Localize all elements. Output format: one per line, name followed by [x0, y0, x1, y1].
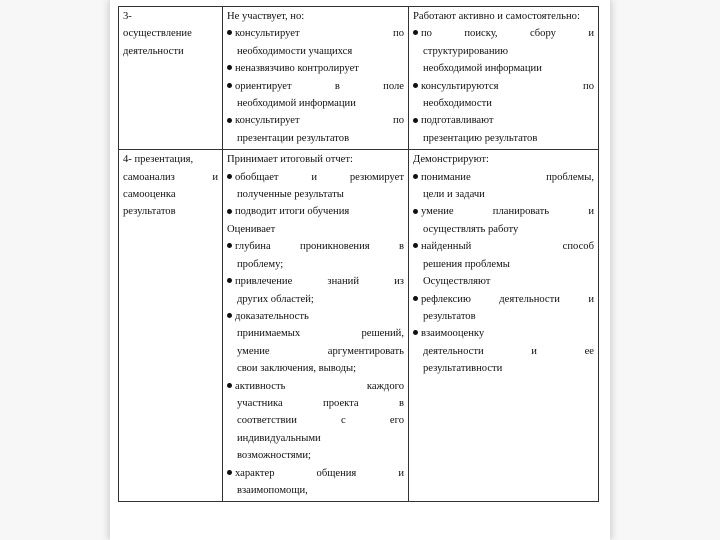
list-item-cont: презентацию результатов [423, 132, 538, 144]
list-item-cont: индивидуальными [237, 432, 321, 444]
list-item: взаимооценку [413, 325, 594, 342]
bullet-icon [227, 383, 232, 388]
list-item-cont: результативности [423, 363, 503, 375]
bullet-icon [413, 83, 418, 88]
student-intro: Осуществляют [423, 276, 491, 288]
bullet-icon [227, 65, 232, 70]
stage-cell [119, 150, 223, 502]
list-item: ориентирует в поле [227, 78, 404, 95]
stage-text: самооценка [123, 189, 176, 201]
list-item: подводит итоги обучения [227, 203, 404, 220]
list-item-cont: соответствии с его [237, 415, 404, 427]
list-item: характер общения и [227, 465, 404, 482]
stage-text: самоанализ и [123, 171, 218, 183]
list-item-cont: результатов [423, 310, 476, 322]
bullet-icon [413, 118, 418, 123]
student-intro: Работают активно и самостоятельно: [413, 11, 580, 22]
bullet-icon [227, 313, 232, 318]
student-cell [409, 150, 599, 502]
list-item-cont: полученные результаты [237, 189, 344, 201]
list-item: подготавливают [413, 112, 594, 129]
list-item-cont: структурированию [423, 45, 509, 57]
teacher-intro: Оценивает [227, 223, 276, 235]
bullet-icon [227, 30, 232, 35]
list-item-cont: необходимой информации [423, 63, 542, 75]
stage-text: деятельности [123, 45, 184, 57]
list-item-cont: взаимопомощи, [237, 484, 308, 496]
list-item: найденный способ [413, 238, 594, 255]
list-item-cont: необходимости учащихся [237, 45, 353, 57]
list-item-cont: деятельности и ее [423, 345, 594, 357]
list-item: обобщает и резюмирует [227, 169, 404, 186]
bullet-icon [227, 470, 232, 475]
list-item: глубина проникновения в [227, 238, 404, 255]
list-item-cont: презентации результатов [237, 132, 350, 144]
stage-text: 3- [123, 11, 132, 22]
list-item: по поиску, сбору и [413, 25, 594, 42]
table-row-stage-4 [119, 150, 599, 502]
bullet-icon [413, 330, 418, 335]
student-cell [409, 7, 599, 150]
list-item-cont: осуществлять работу [423, 223, 519, 235]
bullet-icon [413, 30, 418, 35]
student-intro: Демонстрируют: [413, 154, 489, 166]
list-item-cont: свои заключения, выводы; [237, 363, 357, 375]
bullet-icon [227, 278, 232, 283]
bullet-icon [227, 243, 232, 248]
list-item: привлечение знаний из [227, 273, 404, 290]
list-item-cont: умение аргументировать [237, 345, 404, 357]
bullet-icon [413, 243, 418, 248]
list-item: доказательность [227, 308, 404, 325]
teacher-intro: Принимает итоговый отчет: [227, 154, 353, 166]
bullet-icon [227, 118, 232, 123]
list-item-cont: участника проекта в [237, 397, 404, 409]
teacher-intro: Не участвует, но: [227, 11, 305, 22]
stage-text: осуществление [123, 28, 192, 40]
stage-text: результатов [123, 206, 176, 218]
stage-text: 4- презентация, [123, 154, 194, 166]
list-item-cont: других областей; [237, 293, 314, 305]
teacher-cell [223, 150, 409, 502]
bullet-icon [227, 174, 232, 179]
list-item: неназвязчиво контролирует [227, 60, 404, 77]
list-item: рефлексию деятельности и [413, 291, 594, 308]
list-item-cont: возможностями; [237, 450, 311, 462]
bullet-icon [227, 83, 232, 88]
list-item: консультируются по [413, 78, 594, 95]
teacher-cell [223, 7, 409, 150]
project-stages-table [118, 6, 599, 502]
list-item: понимание проблемы, [413, 169, 594, 186]
list-item-cont: принимаемых решений, [237, 328, 404, 340]
list-item: активность каждого [227, 378, 404, 395]
table-row-stage-3 [119, 7, 599, 150]
list-item: консультирует по [227, 112, 404, 129]
list-item: консультирует по [227, 25, 404, 42]
list-item-cont: необходимой информации [237, 98, 356, 110]
list-item-cont: проблему; [237, 258, 284, 270]
bullet-icon [413, 209, 418, 214]
bullet-icon [227, 209, 232, 214]
list-item: умение планировать и [413, 203, 594, 220]
bullet-icon [413, 296, 418, 301]
list-item-cont: решения проблемы [423, 258, 510, 270]
list-item-cont: необходимости [423, 98, 492, 110]
bullet-icon [413, 174, 418, 179]
list-item-cont: цели и задачи [423, 189, 485, 201]
stage-cell [119, 7, 223, 150]
